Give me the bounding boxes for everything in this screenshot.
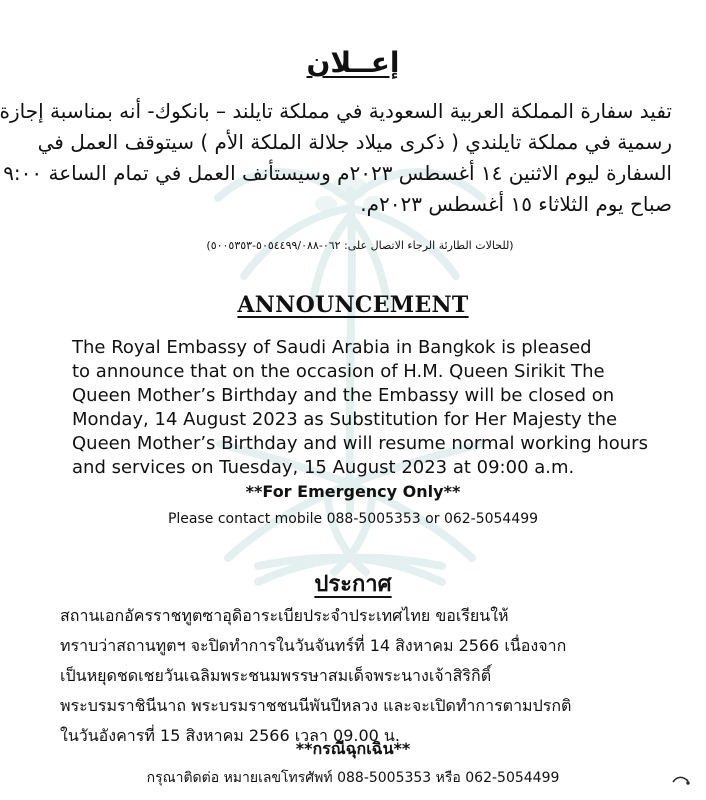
arabic-announcement bbox=[0, 96, 672, 220]
arabic-title: إعــلان bbox=[306, 46, 400, 79]
corner-mark-icon bbox=[670, 774, 694, 790]
english-emergency-heading: **For Emergency Only** bbox=[245, 482, 461, 501]
thai-title: ประกาศ bbox=[314, 572, 392, 597]
arabic-line-4: صباح يوم الثلاثاء ١٥ أغسطس ٢٠٢٣م. bbox=[360, 192, 672, 216]
arabic-line-3: السفارة ليوم الاثنين ١٤ أغسطس ٢٠٢٣م وسيستأنف العمل في تمام الساعة ٩:٠٠ bbox=[3, 161, 672, 185]
thai-contact-line: กรุณาติดต่อ หมายเลขโทรศัพท์ 088-5005353 หรือ 062-5054499 bbox=[146, 770, 560, 786]
english-title: ANNOUNCEMENT bbox=[237, 292, 469, 318]
english-line-6: and services on Tuesday, 15 August 2023 at 09:00 a.m. bbox=[72, 457, 575, 478]
english-announcement bbox=[72, 336, 682, 480]
thai-line-4: พระบรมราชินีนาถ พระบรมราชชนนีพันปีหลวง และจะเปิดทำการตามปรกติ bbox=[60, 696, 572, 715]
thai-line-5: ในวันอังคารที่ 15 สิงหาคม 2566 เวลา 09.00 น. bbox=[60, 726, 400, 745]
thai-line-1: สถานเอกอัครราชทูตซาอุดิอาระเบียประจำประเทศไทย ขอเรียนให้ bbox=[60, 606, 509, 625]
english-contact-line: Please contact mobile 088-5005353 or 062-5054499 bbox=[167, 511, 539, 527]
english-line-3: Queen Mother’s Birthday and the Embassy will be closed on bbox=[72, 385, 615, 406]
english-line-2: to announce that on the occasion of H.M. Queen Sirikit The bbox=[72, 361, 605, 382]
thai-emergency-heading: **กรณีฉุกเฉิน** bbox=[295, 739, 411, 758]
english-line-1: The Royal Embassy of Saudi Arabia in Bangkok is pleased bbox=[72, 337, 592, 358]
arabic-line-1: تفيد سفارة المملكة العربية السعودية في مملكة تايلند – بانكوك- أنه بمناسبة إجازة bbox=[0, 99, 672, 123]
english-line-4: Monday, 14 August 2023 as Substitution for Her Majesty the bbox=[72, 409, 618, 430]
arabic-line-2: رسمية في مملكة تايلندي ( ذكرى ميلاد جلالة الملكة الأم ) سيتوقف العمل في bbox=[37, 130, 672, 154]
thai-line-3: เป็นหยุดชดเชยวันเฉลิมพระชนมพรรษาสมเด็จพระนางเจ้าสิริกิติ์ bbox=[60, 666, 492, 685]
thai-line-2: ทราบว่าสถานทูตฯ จะปิดทำการในวันจันทร์ที่ 14 สิงหาคม 2566 เนื่องจาก bbox=[60, 636, 567, 655]
thai-announcement bbox=[60, 601, 685, 751]
english-line-5: Queen Mother’s Birthday and will resume normal working hours bbox=[72, 433, 648, 454]
arabic-emergency-note: (للحالات الطارئة الرجاء الاتصال على: ٠٦٢-٥٠٥٤٤٩٩/٠٨٨-٥٠٠٥٣٥٣) bbox=[206, 239, 514, 252]
